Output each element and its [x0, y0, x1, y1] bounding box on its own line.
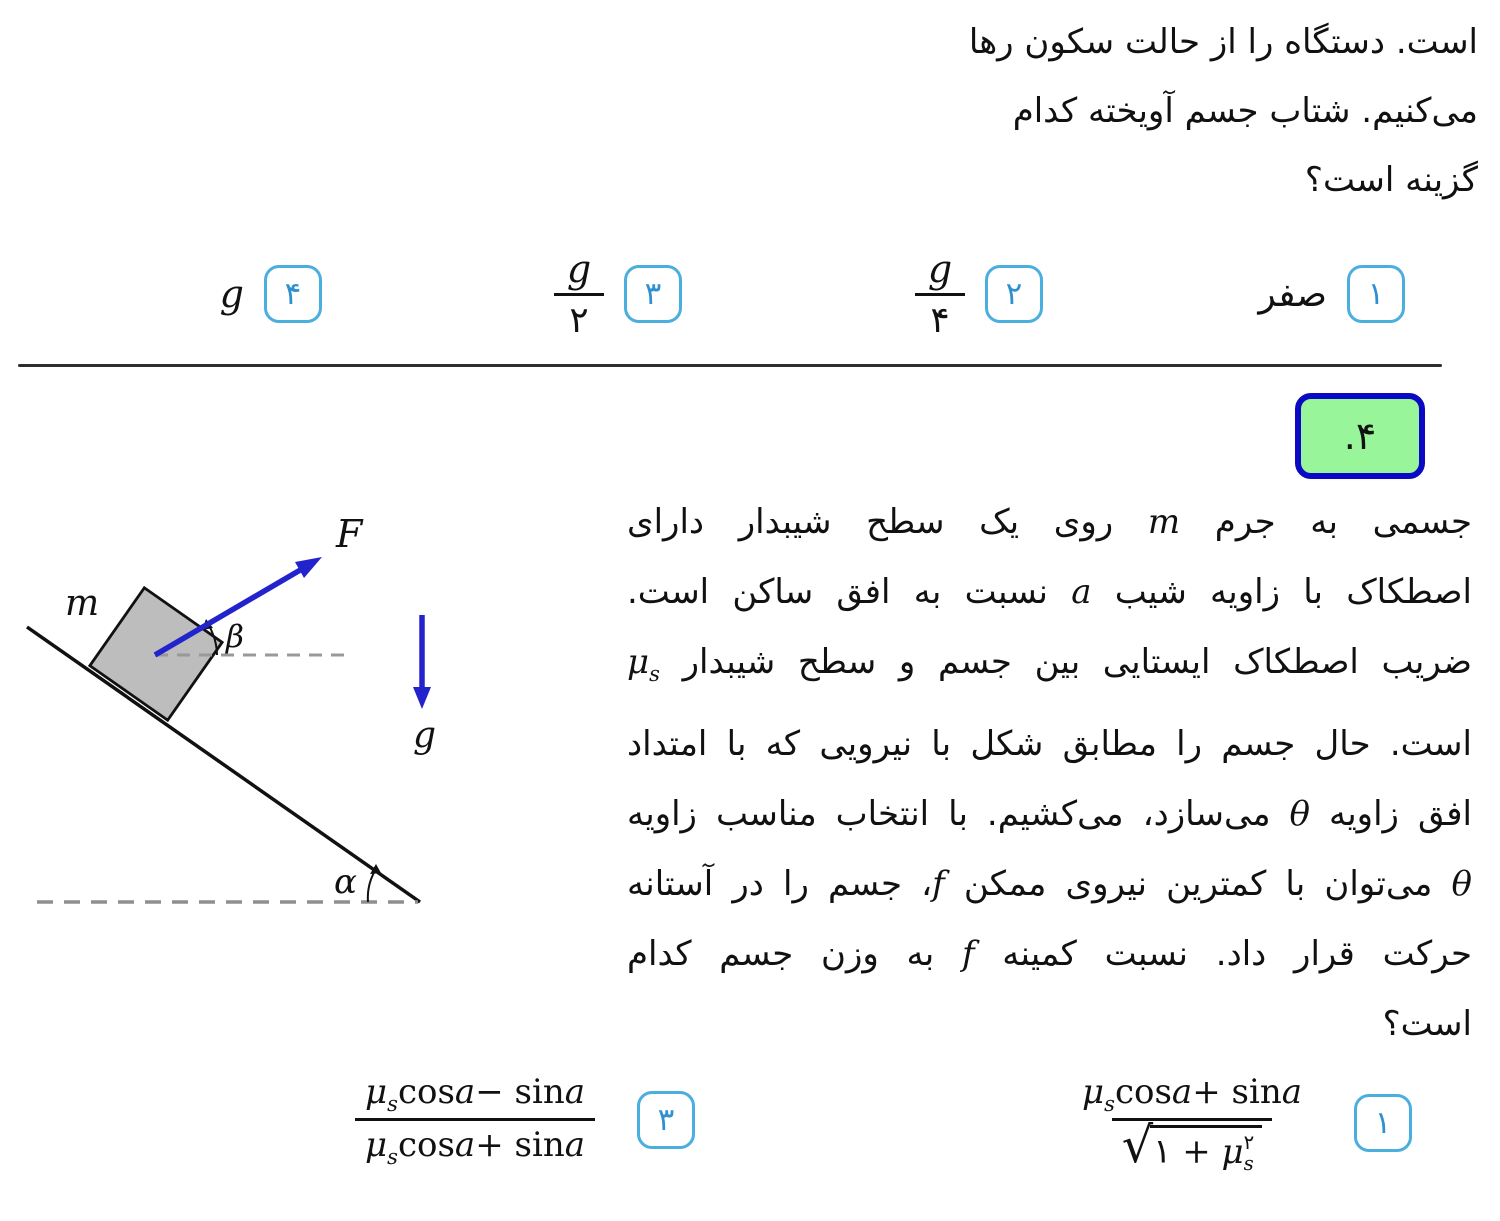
math-segment: a	[1171, 1072, 1193, 1112]
text-line	[627, 709, 1472, 779]
incline-line	[27, 627, 420, 902]
text-segment: است. حال جسم را مطابق شکل با نیرویی که با امتداد	[627, 723, 1472, 764]
text-line	[627, 919, 1472, 989]
text-line	[627, 779, 1472, 849]
q4-option-۳	[355, 1072, 695, 1169]
fraction-numerator	[1072, 1072, 1312, 1118]
gravity-label: g	[413, 715, 437, 756]
math-segment: a	[454, 1072, 476, 1112]
option-answer	[915, 247, 965, 341]
square-root	[1121, 1115, 1263, 1175]
fraction-denominator	[915, 293, 965, 341]
text-line	[627, 989, 1472, 1059]
fraction	[915, 247, 965, 341]
alpha-label: α	[334, 862, 357, 902]
mu-s-symbol: $\mu_s$	[627, 642, 660, 686]
text-line	[627, 849, 1472, 919]
option-chip-۴[interactable]: ۴	[264, 265, 322, 323]
text-line: گزینه است؟	[1304, 160, 1478, 200]
text-segment: افق زاویه	[1310, 793, 1472, 834]
q4-option-۱	[1072, 1072, 1412, 1174]
text-segment: می‌سازد، می‌کشیم. با انتخاب مناسب زاویه	[627, 793, 1290, 834]
text-line	[627, 557, 1472, 627]
option-۲	[915, 247, 1043, 341]
fraction-numerator	[915, 247, 965, 293]
mu-s-symbol: $\mu_s$	[1082, 1072, 1115, 1116]
math-segment: a	[564, 1124, 585, 1165]
incline-diagram	[20, 495, 580, 915]
math-segment: a	[454, 1124, 476, 1165]
option-chip-۳[interactable]: ۳	[624, 265, 682, 323]
mu-s-squared-symbol: μ ۲ s	[1221, 1130, 1255, 1175]
question4-number-badge: .۴	[1295, 393, 1425, 479]
radicand	[1150, 1125, 1262, 1175]
mu-s-symbol: $\mu_s$	[365, 1124, 398, 1169]
math-segment: cos	[397, 1072, 455, 1112]
math-segment: f	[961, 933, 975, 974]
text-line: می‌کنیم. شتاب جسم آویخته کدام	[1012, 91, 1478, 131]
option-answer	[1258, 274, 1327, 315]
fraction-denominator	[355, 1118, 595, 1169]
option-chip-۲[interactable]: ۲	[985, 265, 1043, 323]
math-segment: a	[564, 1072, 585, 1112]
question3-continuation-text	[898, 8, 1478, 215]
text-segment: روی یک سطح شیبدار دارای	[627, 502, 1148, 542]
text-segment: حرکت قرار داد. نسبت کمینه	[974, 933, 1472, 974]
question4-text	[627, 487, 1472, 1059]
math-segment: + sin	[1192, 1072, 1282, 1112]
math-segment: a	[1281, 1072, 1302, 1112]
math-segment: a	[1071, 572, 1092, 612]
section-divider	[18, 364, 1442, 367]
force-arrow-head	[295, 557, 322, 578]
option-answer	[554, 247, 604, 341]
math-segment: cos	[397, 1124, 455, 1165]
fraction	[554, 247, 604, 341]
text-segment: اصطکاک با زاویه شیب	[1091, 572, 1472, 612]
text-segment: ضریب اصطکاک ایستایی بین جسم و سطح شیبدار	[659, 642, 1472, 682]
option-chip-۱[interactable]: ۱	[1347, 265, 1405, 323]
fraction-denominator	[1112, 1115, 1273, 1175]
option-۴	[220, 265, 322, 323]
fraction-denominator	[554, 293, 604, 341]
text-line: است. دستگاه را از حالت سکون رها	[968, 22, 1478, 62]
text-segment: ، جسم را در آستانه	[627, 863, 933, 904]
force-label: F	[336, 512, 363, 556]
math-segment: m	[1147, 502, 1181, 542]
fraction	[1072, 1072, 1312, 1174]
text-segment: صفر	[1258, 273, 1327, 315]
math-segment: θ	[1289, 793, 1311, 834]
text-segment: ۴	[930, 300, 950, 341]
q4-option-chip-۳[interactable]: ۳	[637, 1091, 695, 1149]
radical-sign: √	[1121, 1115, 1154, 1174]
math-segment: g	[566, 247, 592, 291]
alpha-angle-arc	[368, 869, 376, 902]
text-segment: نسبت به افق ساکن است.	[627, 572, 1072, 612]
option-۱	[1258, 265, 1405, 323]
math-segment: g	[219, 272, 244, 316]
math-segment: g	[927, 247, 953, 291]
fraction-numerator	[355, 1072, 595, 1118]
text-segment: می‌توان با کمترین نیروی ممکن	[944, 863, 1452, 904]
math-segment: cos	[1114, 1072, 1172, 1112]
beta-label: β	[226, 619, 244, 655]
fraction-numerator	[554, 247, 604, 293]
math-segment: − sin	[475, 1072, 565, 1112]
option-۳	[554, 247, 682, 341]
mu-s-symbol: $\mu_s$	[365, 1072, 398, 1116]
mass-label: m	[65, 583, 100, 624]
q4-option-chip-۱[interactable]: ۱	[1354, 1094, 1412, 1152]
text-segment: است؟	[1382, 1003, 1472, 1044]
math-segment: θ	[1451, 863, 1472, 904]
fraction	[355, 1072, 595, 1169]
math-segment: + sin	[475, 1124, 565, 1165]
math-segment: +	[1171, 1131, 1222, 1172]
gravity-arrow-head	[413, 687, 431, 709]
text-line	[627, 627, 1472, 709]
math-segment: f	[932, 863, 945, 904]
option-answer	[220, 272, 244, 316]
text-segment: به وزن جسم کدام	[627, 933, 962, 974]
text-segment: ۲	[569, 300, 589, 341]
option-formula	[1072, 1072, 1312, 1174]
text-segment: جسمی به جرم	[1180, 502, 1472, 542]
text-line	[627, 487, 1472, 557]
option-formula	[355, 1072, 595, 1169]
text-segment: ۱	[1153, 1131, 1172, 1172]
